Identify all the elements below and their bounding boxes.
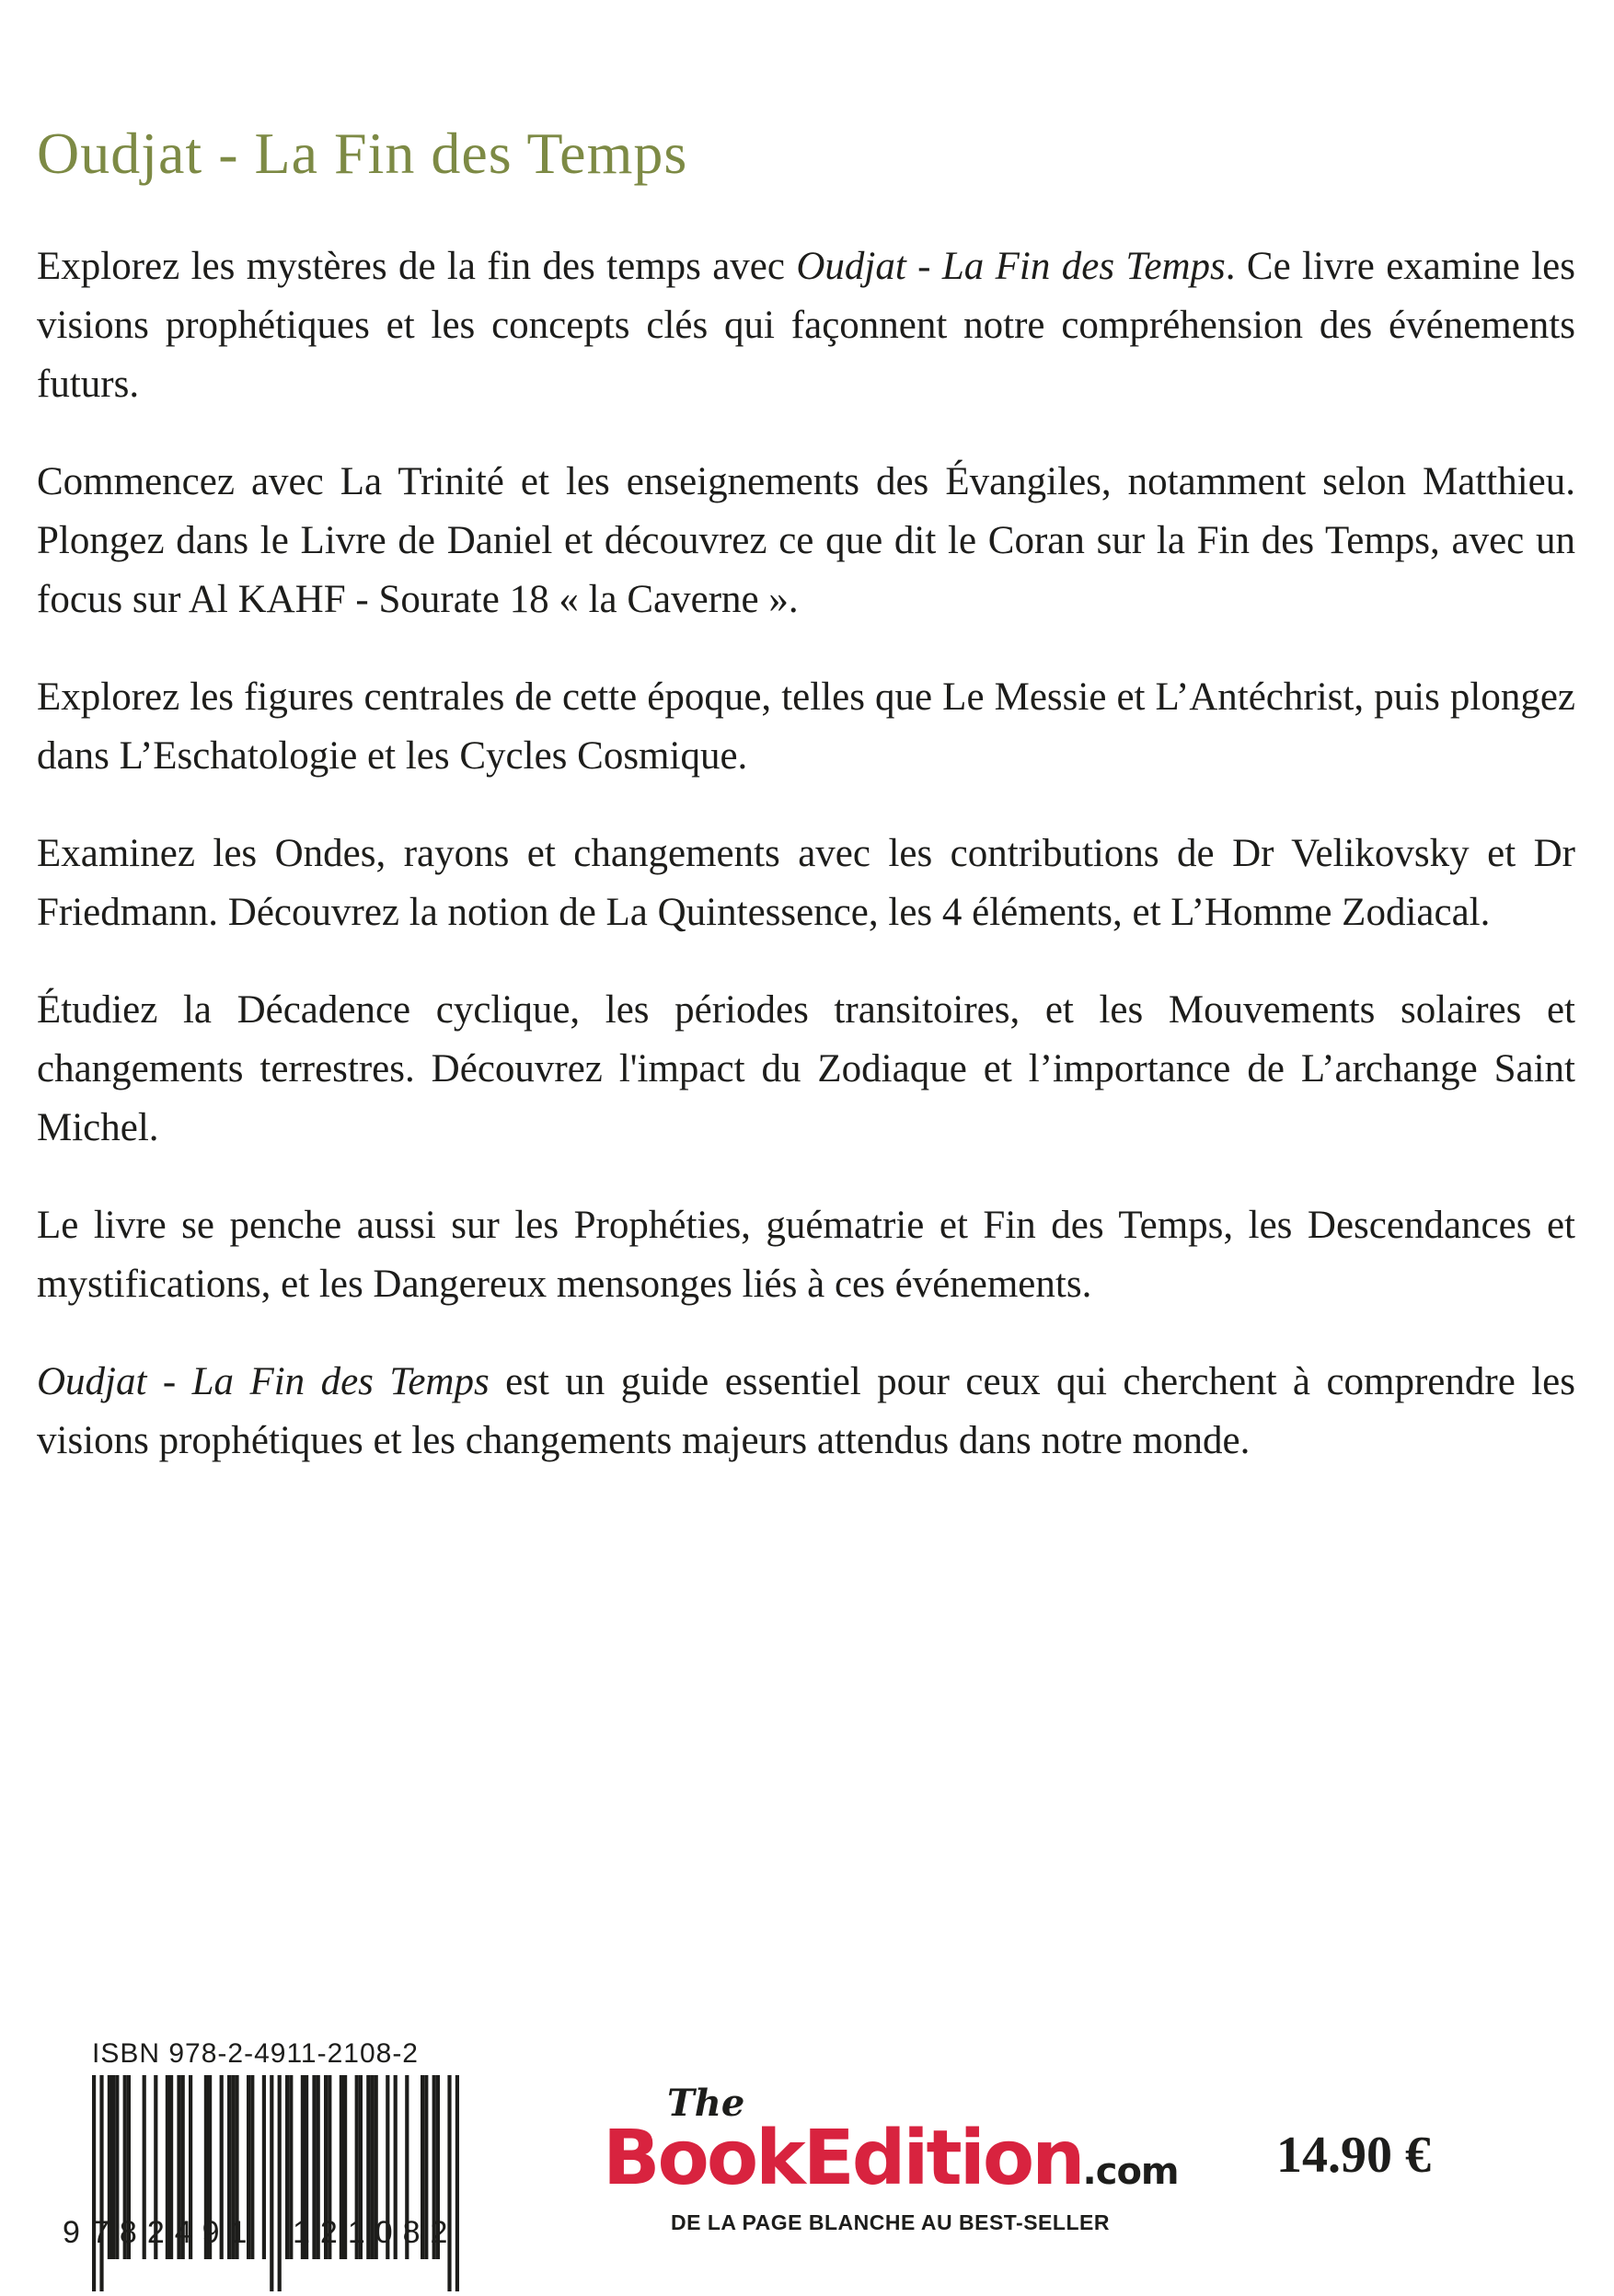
isbn-label: ISBN 978-2-4911-2108-2	[92, 2038, 419, 2069]
description-paragraph: Étudiez la Décadence cyclique, les périodes transitoires, et les Mouvements solaires et changements terrestres. Découvrez l'impact du Zodiaque et l’importance de L’archange Saint Michel.	[37, 988, 1575, 1149]
barcode-bar	[270, 2075, 273, 2291]
barcode-right-digits: 121082	[293, 2215, 458, 2250]
description-paragraph: Explorez les mystères de la fin des temps avec Oudjat - La Fin des Temps. Ce livre examine les visions prophétiques et les concepts clés qui façonnent notre compréhension des événements futurs.	[37, 245, 1576, 406]
back-cover-description	[37, 237, 1575, 1509]
description-paragraph: Oudjat - La Fin des Temps est un guide essentiel pour ceux qui cherchent à comprendre les visions prophétiques et les changements majeurs attendus dans notre monde.	[37, 1360, 1575, 1462]
description-paragraph: Examinez les Ondes, rayons et changements avec les contributions de Dr Velikovsky et Dr Friedmann. Découvrez la notion de La Quintessence, les 4 éléments, et L’Homme Zodiacal.	[37, 832, 1575, 934]
barcode-left-digits: 782491	[92, 2215, 258, 2250]
barcode-digits	[55, 2213, 497, 2250]
book-title: Oudjat - La Fin des Temps	[37, 121, 688, 186]
book-price: 14.90 €	[1276, 2127, 1431, 2184]
barcode-first-digit: 9	[63, 2215, 80, 2250]
barcode-bars	[55, 2075, 497, 2296]
logo-brand: BookEdition.com	[603, 2115, 1179, 2202]
description-paragraph: Commencez avec La Trinité et les enseignements des Évangiles, notamment selon Matthieu. Plongez dans le Livre de Daniel et découvrez ce que dit le Coran sur la Fin des Temps, avec un focus sur Al KAHF - Sourate 18 « la Caverne ».	[37, 460, 1575, 621]
barcode-bar	[455, 2075, 459, 2291]
barcode-bar	[278, 2075, 282, 2291]
description-paragraph: Le livre se penche aussi sur les Prophéties, guématrie et Fin des Temps, les Descendances et mystifications, et les Dangereux mensonges liés à ces événements.	[37, 1204, 1575, 1306]
description-paragraph: Explorez les figures centrales de cette époque, telles que Le Messie et L’Antéchrist, puis plongez dans L’Eschatologie et les Cycles Cosmique.	[37, 675, 1575, 778]
barcode-bar	[92, 2075, 96, 2291]
logo-tagline: DE LA PAGE BLANCHE AU BEST-SELLER	[671, 2210, 1110, 2234]
logo-the-text: The	[667, 2082, 745, 2125]
publisher-logo	[603, 2082, 1179, 2247]
barcode-bar	[99, 2075, 103, 2291]
barcode-bar	[447, 2075, 451, 2291]
